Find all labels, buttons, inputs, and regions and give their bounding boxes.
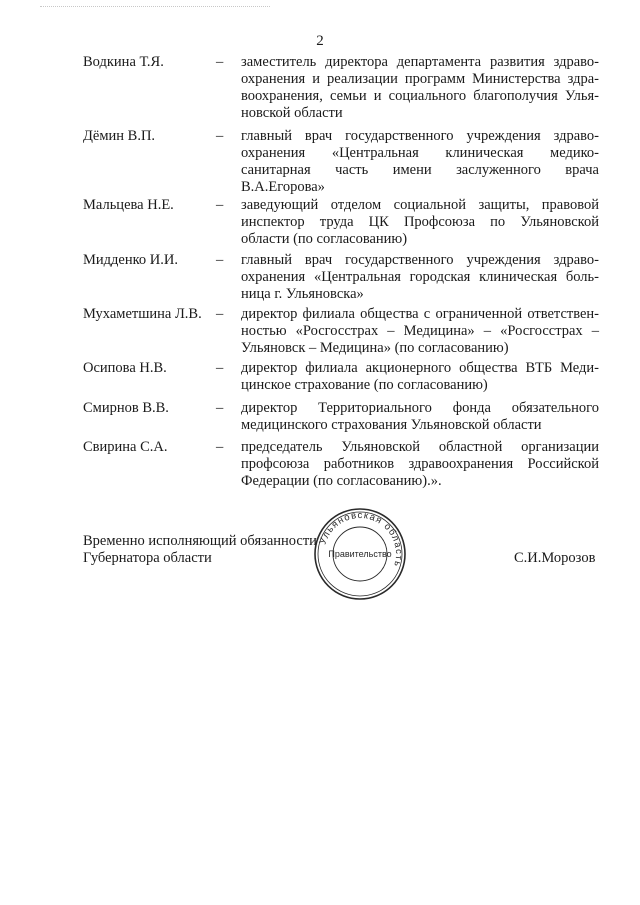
member-role xyxy=(241,439,599,490)
role-line: директор Территориального фонда обязательного xyxy=(241,400,599,416)
role-line: председатель Ульяновской областной организации xyxy=(241,439,599,455)
member-name: Водкина Т.Я. xyxy=(83,54,164,70)
member-role xyxy=(241,360,599,394)
dash-separator: – xyxy=(216,128,224,144)
role-line: охранения и реализации программ Министерства здра- xyxy=(241,71,599,87)
role-line: новской области xyxy=(241,105,343,121)
dash-separator: – xyxy=(216,54,224,70)
member-role xyxy=(241,197,599,248)
role-line: ностью «Росгосстрах – Медицина» – «Росгосстрах – xyxy=(241,323,599,339)
role-line: цинское страхование (по согласованию) xyxy=(241,377,488,393)
member-name: Свирина С.А. xyxy=(83,439,168,455)
role-line: воохранения, семьи и социального благополучия Улья- xyxy=(241,88,599,104)
signatory-position-line: Временно исполняющий обязанности xyxy=(83,533,317,549)
dash-separator: – xyxy=(216,360,224,376)
role-line: медицинского страхования Ульяновской области xyxy=(241,417,542,433)
page-number: 2 xyxy=(316,33,324,49)
role-line: заведующий отделом социальной защиты, правовой xyxy=(241,197,599,213)
stamp-center-text: Правительство xyxy=(328,549,392,559)
role-line: области (по согласованию) xyxy=(241,231,408,247)
stamp-ring-text: Ульяновская область xyxy=(317,509,405,569)
dash-separator: – xyxy=(216,197,224,213)
role-line: Федерации (по согласованию).». xyxy=(241,473,442,489)
dash-separator: – xyxy=(216,252,224,268)
role-line: ница г. Ульяновска» xyxy=(241,286,364,302)
dash-separator: – xyxy=(216,439,224,455)
member-role xyxy=(241,54,599,122)
role-line: главный врач государственного учреждения здраво- xyxy=(241,252,599,268)
member-role xyxy=(241,128,599,196)
role-line: заместитель директора департамента развития здраво- xyxy=(241,54,599,70)
role-line: директор филиала акционерного общества ВТБ Меди- xyxy=(241,360,599,376)
signer-name: С.И.Морозов xyxy=(514,550,596,566)
role-line: профсоюза работников здравоохранения Российской xyxy=(241,456,599,472)
member-name: Дёмин В.П. xyxy=(83,128,156,144)
scan-artifact xyxy=(40,6,270,11)
role-line: В.А.Егорова» xyxy=(241,179,325,195)
dash-separator: – xyxy=(216,400,224,416)
dash-separator: – xyxy=(216,306,224,322)
member-name: Мухаметшина Л.В. xyxy=(83,306,202,322)
member-name: Мальцева Н.Е. xyxy=(83,197,174,213)
member-name: Мидденко И.И. xyxy=(83,252,178,268)
member-role xyxy=(241,400,599,434)
signatory-position-line: Губернатора области xyxy=(83,550,212,566)
role-line: директор филиала общества с ограниченной ответствен- xyxy=(241,306,599,322)
role-line: охранения «Центральная городская клиническая боль- xyxy=(241,269,599,285)
member-name: Смирнов В.В. xyxy=(83,400,169,416)
member-name: Осипова Н.В. xyxy=(83,360,167,376)
role-line: главный врач государственного учреждения здраво- xyxy=(241,128,599,144)
official-seal-stamp xyxy=(312,506,408,602)
role-line: Ульяновск – Медицина» (по согласованию) xyxy=(241,340,509,356)
member-role xyxy=(241,252,599,303)
role-line: санитарная часть имени заслуженного врача xyxy=(241,162,599,178)
member-role xyxy=(241,306,599,357)
role-line: охранения «Центральная клиническая медико- xyxy=(241,145,599,161)
signatory-position xyxy=(83,533,317,567)
role-line: инспектор труда ЦК Профсоюза по Ульяновской xyxy=(241,214,599,230)
